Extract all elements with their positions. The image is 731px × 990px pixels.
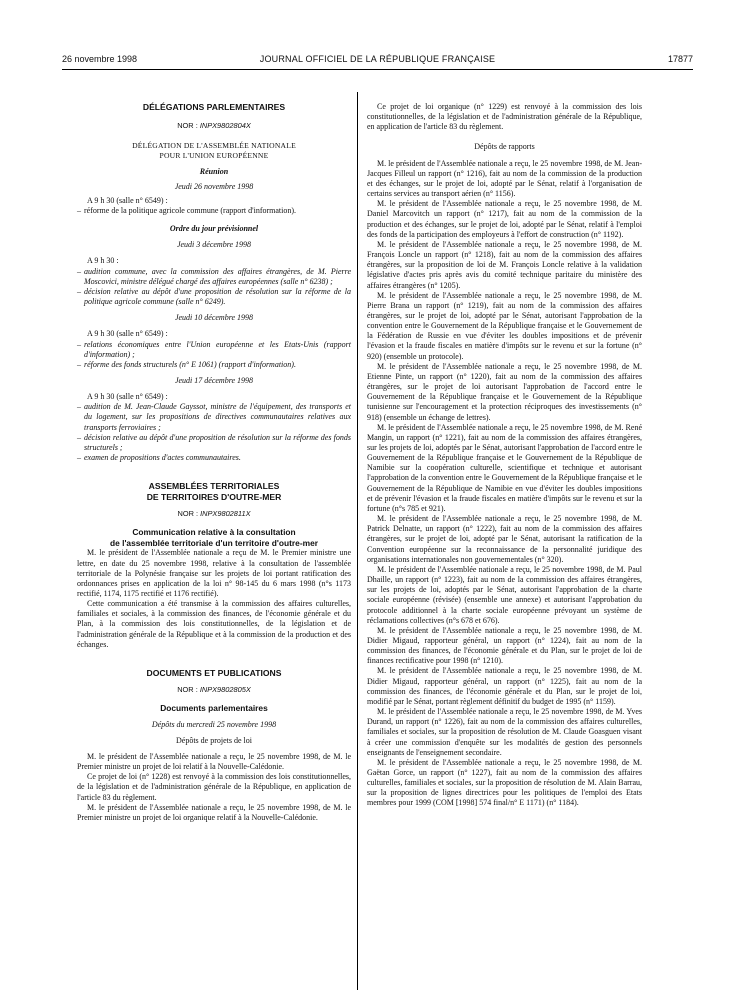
rapport-paragraph: M. le président de l'Assemblée nationale a reçu, le 25 novembre 1998, de M. Patrick Delnatte, un rapport (n° 1222), fait au nom de la commission des affaires étrangères, sur le projet de loi, adopté par le Sénat, autorisant la ratification de la Convention européenne sur la reconnaissance de la personnalité juridique des organisations internationales non gouvernementales (n° 320).	[367, 514, 642, 564]
reunion-title: Réunion	[199, 167, 229, 177]
left-column	[77, 102, 351, 823]
communication-paragraph-1: M. le président de l'Assemblée nationale a reçu de M. le Premier ministre une lettre, en date du 25 novembre 1998, relative à la consultation de l'assemblée territoriale de la Polynésie française sur les projets de loi portant ratification des ordonnances prises en application de la loi n° 98-145 du 6 mars 1998 (n°s 1173 rectifié, 1174, 1175 rectifié et 1176 rectifié).	[77, 548, 351, 598]
ordre-agenda-3	[77, 402, 351, 463]
ordre-du-jour-title: Ordre du jour prévisionnel	[169, 224, 259, 234]
list-item: – relations économiques entre l'Union européenne et les Etats-Unis (rapport d'information) ;	[77, 340, 351, 360]
nor-code: INPX9802811X	[200, 509, 251, 519]
nor-code: INPX9802805X	[199, 684, 251, 694]
header-journal-title: JOURNAL OFFICIEL DE LA RÉPUBLIQUE FRANÇAISE	[259, 54, 496, 64]
ordre-agenda-1	[77, 267, 351, 308]
communication-title-line1: Communication relative à la consultation	[132, 527, 296, 538]
rapport-paragraph: M. le président de l'Assemblée nationale a reçu, le 25 novembre 1998, de M. François Loncle un rapport (n° 1218), fait au nom de la commission des affaires étrangères, sur la proposition de loi de M. François Loncle relative à la validation législative d'actes pris après avis du comité technique paritaire du ministère des affaires étrangères (n° 1205).	[367, 239, 642, 290]
continuation-paragraph: Ce projet de loi organique (n° 1229) est renvoyé à la commission des lois constitutionnelles, de la législation et de l'administration générale de la République, en application de l'article 83 du règlement.	[367, 102, 642, 132]
list-item: – décision relative au dépôt d'une proposition de résolution sur la réforme de la politique agricole commune (salle n° 6249).	[77, 287, 351, 307]
header-date: 26 novembre 1998	[62, 54, 138, 64]
communication-paragraph-2: Cette communication a été transmise à la commission des affaires culturelles, familiales et sociales, à la commission des finances, de l'économie générale et du Plan, à la commission des lois constitutionnelles, de la législation et de l'administration générale de la République et à la commission de la production et des échanges.	[77, 599, 351, 649]
depots-projets-title: Dépôts de projets de loi	[176, 735, 252, 745]
projets-paragraph-3: M. le président de l'Assemblée nationale a reçu, le 25 novembre 1998, de M. le Premier ministre un projet de loi organique relatif à la Nouvelle-Calédonie.	[77, 802, 351, 822]
section-title-documents: DOCUMENTS ET PUBLICATIONS	[146, 667, 282, 678]
rapport-paragraph: M. le président de l'Assemblée nationale a reçu, le 25 novembre 1998, de M. Gaëtan Gorce, un rapport (n° 1227), fait au nom de la commission des affaires culturelles, familiales et sociales, sur la proposition de résolution de M. Alain Barrau, sur la proposition de lignes directrices pour les politiques de l'emploi des Etats membres pour 1999 (COM [1998] 574 final/n° E 1171) (n° 1184).	[367, 757, 642, 808]
delegation-name-line2: POUR L'UNION EUROPÉENNE	[159, 151, 269, 161]
depots-rapports-title: Dépôts de rapports	[474, 142, 535, 152]
rapport-paragraph: M. le président de l'Assemblée nationale a reçu, le 25 novembre 1998, de M. Jean-Jacques Filleul un rapport (n° 1216), fait au nom de la commission de la production et des échanges, sur le projet de loi, adopté par le Sénat, relatif à l'organisation de certains services au transport aérien (n° 1156).	[367, 158, 642, 199]
section-title-assemblees-line1: ASSEMBLÉES TERRITORIALES	[148, 481, 280, 492]
reunion-time: A 9 h 30 (salle n° 6549) :	[87, 195, 168, 205]
list-item: – examen de propositions d'actes communautaires.	[77, 453, 351, 463]
rapport-paragraph: M. le président de l'Assemblée nationale a reçu, le 25 novembre 1998, de M. Yves Durand, un rapport (n° 1226), fait au nom de la commission des affaires culturelles, familiales et sociales, sur la proposition de résolution de M. Claude Goasguen visant à créer une commission d'enquête sur les modalités de gestion des personnels enseignants de l'enseignement secondaire.	[367, 707, 642, 757]
projets-paragraph-2: Ce projet de loi (n° 1228) est renvoyé à la commission des lois constitutionnelles, de la législation et de l'administration générale de la République, en application de l'article 83 du règlement.	[77, 772, 351, 802]
header-page-number: 17877	[667, 54, 693, 64]
nor-prefix: NOR :	[177, 684, 200, 694]
nor-delegations	[77, 121, 351, 131]
list-item: – décision relative au dépôt d'une proposition de résolution sur la réforme des fonds structurels ;	[77, 433, 351, 453]
ordre-date-1: Jeudi 3 décembre 1998	[176, 240, 252, 250]
nor-documents	[77, 685, 351, 695]
ordre-time-2: A 9 h 30 (salle n° 6549) :	[87, 329, 168, 339]
rapport-paragraph: M. le président de l'Assemblée nationale a reçu, le 25 novembre 1998, de M. Paul Dhaille, un rapport (n° 1223), fait au nom de la commission des affaires étrangères, sur les projets de loi, adoptés par le Sénat, autorisant l'approbation de la charte sociale européenne (révisée) (ensemble une annexe) et autorisant l'approbation du protocole additionnel à la charte sociale européenne prévoyant un système de réclamations collectives (n°s 678 et 676).	[367, 564, 642, 625]
reunion-agenda	[77, 206, 351, 216]
ordre-time-3: A 9 h 30 (salle n° 6549) :	[87, 392, 168, 402]
rapport-paragraph: M. le président de l'Assemblée nationale a reçu, le 25 novembre 1998, de M. Didier Migaud, rapporteur général, un rapport (n° 1225), fait au nom de la commission des finances, de l'économie générale et du Plan, sur le projet de loi, modifié par le Sénat, portant règlement définitif du budget de 1995 (n° 1159).	[367, 666, 642, 706]
ordre-agenda-2	[77, 340, 351, 370]
list-item: – audition commune, avec la commission des affaires étrangères, de M. Pierre Moscovici, ministre délégué chargé des affaires européennes (salle n° 6238) ;	[77, 267, 351, 287]
rapport-paragraph: M. le président de l'Assemblée nationale a reçu, le 25 novembre 1998, de M. Daniel Marcovitch un rapport (n° 1217), fait au nom de la commission de la production et des échanges, sur le projet de loi, adopté par le Sénat, relatif à l'emploi des fonds de la participation des employeurs à l'effort de construction (n° 1192).	[367, 199, 642, 239]
rapport-paragraph: M. le président de l'Assemblée nationale a reçu, le 25 novembre 1998, de M. Etienne Pinte, un rapport (n° 1220), fait au nom de la commission des affaires étrangères, sur le projet de loi autorisant l'approbation de l'accord entre le Gouvernement de la République française et le Gouvernement de la République tunisienne sur l'encouragement et la protection réciproques des investissements (n° 918) (ensemble un échange de lettres).	[367, 361, 642, 422]
depots-date: Dépôts du mercredi 25 novembre 1998	[151, 719, 277, 729]
ordre-date-2: Jeudi 10 décembre 1998	[174, 313, 254, 323]
nor-code: INPX9802804X	[199, 121, 251, 130]
nor-prefix: NOR :	[177, 509, 201, 519]
rapport-paragraph: M. le président de l'Assemblée nationale a reçu, le 25 novembre 1998, de M. Pierre Brana un rapport (n° 1219), fait au nom de la commission des affaires étrangères, sur le projet de loi, adopté par le Sénat, autorisant l'approbation de la convention entre le Gouvernement de la République française et le Gouvernement de la Fédération de Russie en vue d'éviter les doubles impositions et de prévenir l'évasion et la fraude fiscales en matière d'impôts sur le revenu et sur la fortune (n° 920) (ensemble un protocole).	[367, 290, 642, 361]
projets-paragraph-1: M. le président de l'Assemblée nationale a reçu, le 25 novembre 1998, de M. le Premier ministre un projet de loi relatif à la Nouvelle-Calédonie.	[77, 751, 351, 772]
nor-assemblees	[77, 509, 351, 519]
ordre-time-1: A 9 h 30 :	[87, 256, 119, 266]
page-header	[62, 54, 693, 68]
section-title-delegations: DÉLÉGATIONS PARLEMENTAIRES	[142, 102, 286, 112]
ordre-date-3: Jeudi 17 décembre 1998	[174, 375, 254, 385]
list-item: – réforme des fonds structurels (n° E 1061) (rapport d'information).	[77, 360, 351, 370]
rapport-paragraph: M. le président de l'Assemblée nationale a reçu, le 25 novembre 1998, de M. Didier Migaud, rapporteur général, un rapport (n° 1224), fait au nom de la commission des finances, de l'économie générale et du Plan, sur le projet de loi de finances rectificative pour 1998 (n° 1210).	[367, 625, 642, 666]
rapport-paragraph: M. le président de l'Assemblée nationale a reçu, le 25 novembre 1998, de M. René Mangin, un rapport (n° 1221), fait au nom de la commission des affaires étrangères, sur les projets de loi, adoptés par le Sénat, autorisant l'approbation de l'accord entre le Gouvernement de la République française et le Gouvernement de la République de Namibie sur la coopération culturelle, scientifique et technique et autorisant l'approbation de la convention entre le Gouvernement de la République française et le Gouvernement de la République de Namibie en vue d'éviter les doubles impositions et de prévenir l'évasion et la fraude fiscales en matière d'impôts sur le revenu et sur la fortune (n°s 785 et 921).	[367, 422, 642, 513]
right-column	[367, 102, 642, 809]
reunion-date: Jeudi 26 novembre 1998	[174, 181, 254, 191]
section-title-assemblees-line2: DE TERRITOIRES D'OUTRE-MER	[146, 492, 282, 503]
header-rule	[62, 69, 693, 70]
documents-parlementaires-title: Documents parlementaires	[160, 703, 268, 714]
nor-prefix: NOR :	[177, 121, 200, 130]
delegation-name-line1: DÉLÉGATION DE L'ASSEMBLÉE NATIONALE	[132, 141, 296, 151]
list-item: – audition de M. Jean-Claude Gayssot, ministre de l'équipement, des transports et du logement, sur les propositions de directives communautaires relatives aux transports ferroviaires ;	[77, 402, 351, 432]
list-item: – réforme de la politique agricole commune (rapport d'information).	[77, 206, 351, 216]
communication-title-line2: de l'assemblée territoriale d'un territoire d'outre-mer	[110, 537, 318, 548]
column-divider	[357, 92, 358, 990]
